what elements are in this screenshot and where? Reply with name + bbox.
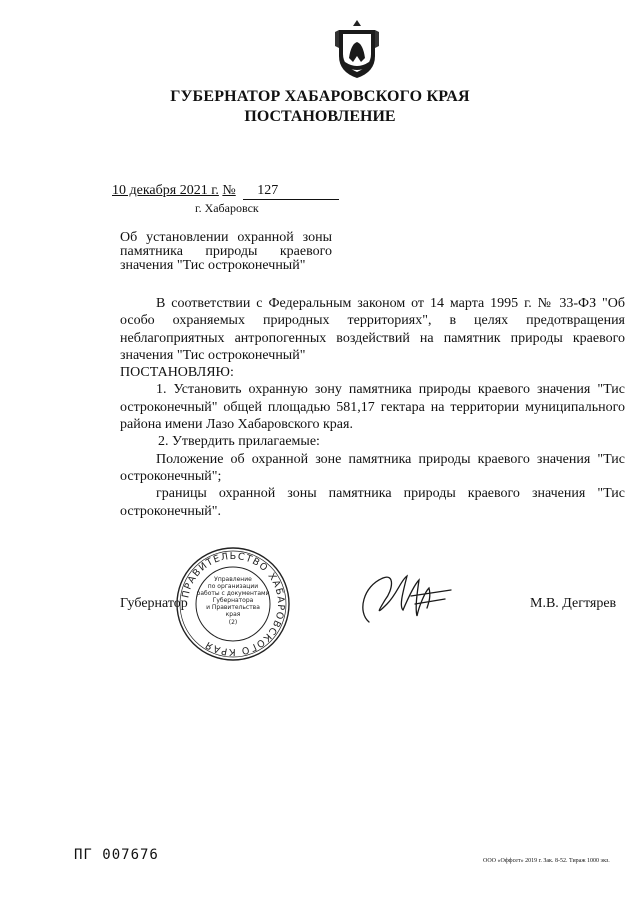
seal-center-line: по организации [207, 583, 259, 590]
printer-imprint: ООО «Оффсет» 2019 г. Зак. 8-52. Тираж 1000 экз. [483, 858, 610, 864]
form-serial-number: ПГ 007676 [74, 847, 159, 863]
item-2-boundaries: границы охранной зоны памятника природы краевого значения "Тис остроконечный". [120, 486, 625, 519]
item-2: 2. Утвердить прилагаемые: [158, 434, 320, 450]
item-2-regulation: Положение об охранной зоне памятника природы краевого значения "Тис остроконечный"; [120, 451, 625, 484]
seal-center-line: (2) [228, 619, 238, 626]
seal-center-line: работы с документами [196, 590, 270, 597]
document-body [120, 295, 625, 520]
coat-of-arms-icon [333, 18, 381, 80]
date-number-line [112, 183, 339, 200]
item-1: 1. Установить охранную зону памятника природы краевого значения "Тис остроконечный" общей площадью 581,17 гектара на территории муниципального района имени Лазо Хабаровского края. [120, 382, 625, 433]
subject-line: Об установлении охранной зоны [120, 230, 332, 245]
document-number: 127 [243, 183, 339, 200]
seal-center-line: края [225, 611, 241, 618]
document-subject [120, 231, 332, 273]
handwritten-signature [355, 566, 453, 630]
preamble-paragraph: В соответствии с Федеральным законом от 14 марта 1995 г. № 33-ФЗ "Об особо охраняемых природных территориях", в целях предотвращения неблагоприятных антропогенных воздействий на памятник природы краевого значения "Тис остроконечный" [120, 296, 625, 363]
document-date: 10 декабря 2021 г. [112, 183, 219, 198]
number-label: № [222, 183, 236, 198]
seal-center-line: Губернатора [212, 597, 254, 604]
signatory-role: Губернатор [120, 596, 188, 611]
seal-center-line: Управление [214, 576, 252, 583]
subject-line: памятника природы краевого [120, 244, 332, 259]
issuing-authority: ГУБЕРНАТОР ХАБАРОВСКОГО КРАЯ [170, 88, 470, 105]
document-type: ПОСТАНОВЛЕНИЕ [244, 108, 396, 125]
decree-word: ПОСТАНОВЛЯЮ: [120, 365, 234, 381]
signatory-name: М.В. Дегтярев [530, 596, 617, 611]
seal-ring-text: ПРАВИТЕЛЬСТВО ХАБАРОВСКОГО КРАЯ [180, 550, 287, 658]
subject-line: значения "Тис остроконечный" [120, 258, 306, 273]
city: г. Хабаровск [195, 201, 259, 215]
official-seal-stamp [175, 546, 291, 662]
seal-center-line: и Правительства [206, 604, 260, 611]
